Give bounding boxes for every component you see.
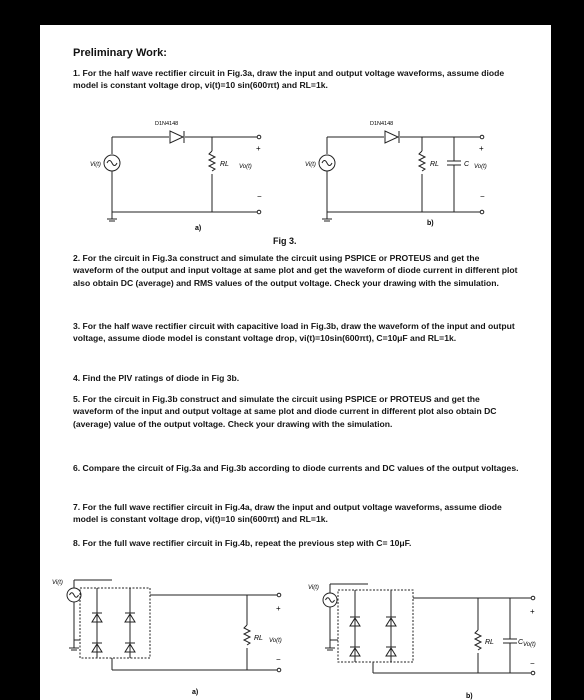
fig3b-diode-label: D1N4148 [370, 121, 394, 127]
question-3: 3. For the half wave rectifier circuit with capacitive load in Fig.3b, draw the waveform of the input and output voltage, assume diode model is constant voltage drop, vi(t)=10sin(600πt), C=10μF and RL=1k. [73, 321, 515, 344]
fig4b-load-label: RL [485, 639, 494, 646]
fig3a-circuit [87, 107, 277, 232]
fig3b-minus: − [480, 192, 485, 201]
fig3a-source-label: Vi(t) [90, 162, 101, 168]
fig3b-cap-label: C [464, 161, 470, 168]
fig4a-circuit [52, 570, 282, 698]
fig3a-load-label: RL [220, 161, 229, 168]
fig4a-sublabel: a) [192, 689, 199, 696]
fig4b-output-label: Vo(t) [523, 642, 536, 648]
fig3a-minus: − [257, 192, 262, 201]
fig3-caption: Fig 3. [273, 236, 297, 246]
fig3a-plus: + [256, 144, 261, 153]
fig3b-sublabel: b) [427, 220, 434, 227]
question-8: 8. For the full wave rectifier circuit in Fig.4b, repeat the previous step with C= 10μF. [73, 538, 412, 548]
question-4: 4. Find the PIV ratings of diode in Fig 3b. [73, 373, 240, 383]
fig4b-sublabel: b) [466, 693, 473, 700]
fig4a-output-label: Vo(t) [269, 638, 282, 644]
fig3b-output-label: Vo(t) [474, 164, 487, 170]
fig3a-output-label: Vo(t) [239, 164, 252, 170]
question-2: 2. For the circuit in Fig.3a construct and simulate the circuit using PSPICE or PROTEUS and get the waveform of the output and input voltage at same plot and get the waveform of diode current in different plot also obtain DC (average) and RMS values of the output voltage. Check your drawing with the simulation. [73, 253, 518, 288]
question-7: 7. For the full wave rectifier circuit in Fig.4a, draw the input and output voltage waveforms, assume diode model is constant voltage drop, vi(t)=10 sin(600πt) and RL=1k. [73, 502, 502, 525]
fig3b-load-label: RL [430, 161, 439, 168]
fig4b-circuit [288, 570, 538, 700]
fig4a-source-label: Vi(t) [52, 580, 63, 586]
diode-icon [170, 131, 183, 143]
fig4a-load-label: RL [254, 635, 263, 642]
fig3a-diode-label: D1N4148 [155, 121, 179, 127]
page-heading: Preliminary Work: [73, 47, 167, 59]
question-1: 1. For the half wave rectifier circuit in Fig.3a, draw the input and output voltage waveforms, assume diode model is constant voltage drop, vi(t)=10 sin(600πt) and RL=1k. [73, 68, 505, 91]
fig3b-circuit [302, 107, 502, 232]
fig4b-minus: − [530, 659, 535, 668]
fig3b-source-label: Vi(t) [305, 162, 316, 168]
fig4a-minus: − [276, 655, 281, 664]
fig4b-source-label: Vi(t) [308, 585, 319, 591]
fig3a-sublabel: a) [195, 225, 202, 232]
question-6: 6. Compare the circuit of Fig.3a and Fig.3b according to diode currents and DC values of the output voltages. [73, 463, 519, 473]
fig4b-cap-label: C [518, 639, 524, 646]
fig4a-plus: + [276, 604, 281, 613]
resistor-icon [419, 151, 425, 171]
fig3b-plus: + [479, 144, 484, 153]
document-page [40, 25, 551, 700]
question-5: 5. For the circuit in Fig.3b construct and simulate the circuit using PSPICE or PROTEUS and get the waveform of the input and output voltage at same plot and diode current in different plot also obtain DC (average) value of the output voltage. Check your drawing with the simulation. [73, 394, 497, 429]
diode-icon [385, 131, 398, 143]
resistor-icon [209, 151, 215, 171]
fig4b-plus: + [530, 607, 535, 616]
